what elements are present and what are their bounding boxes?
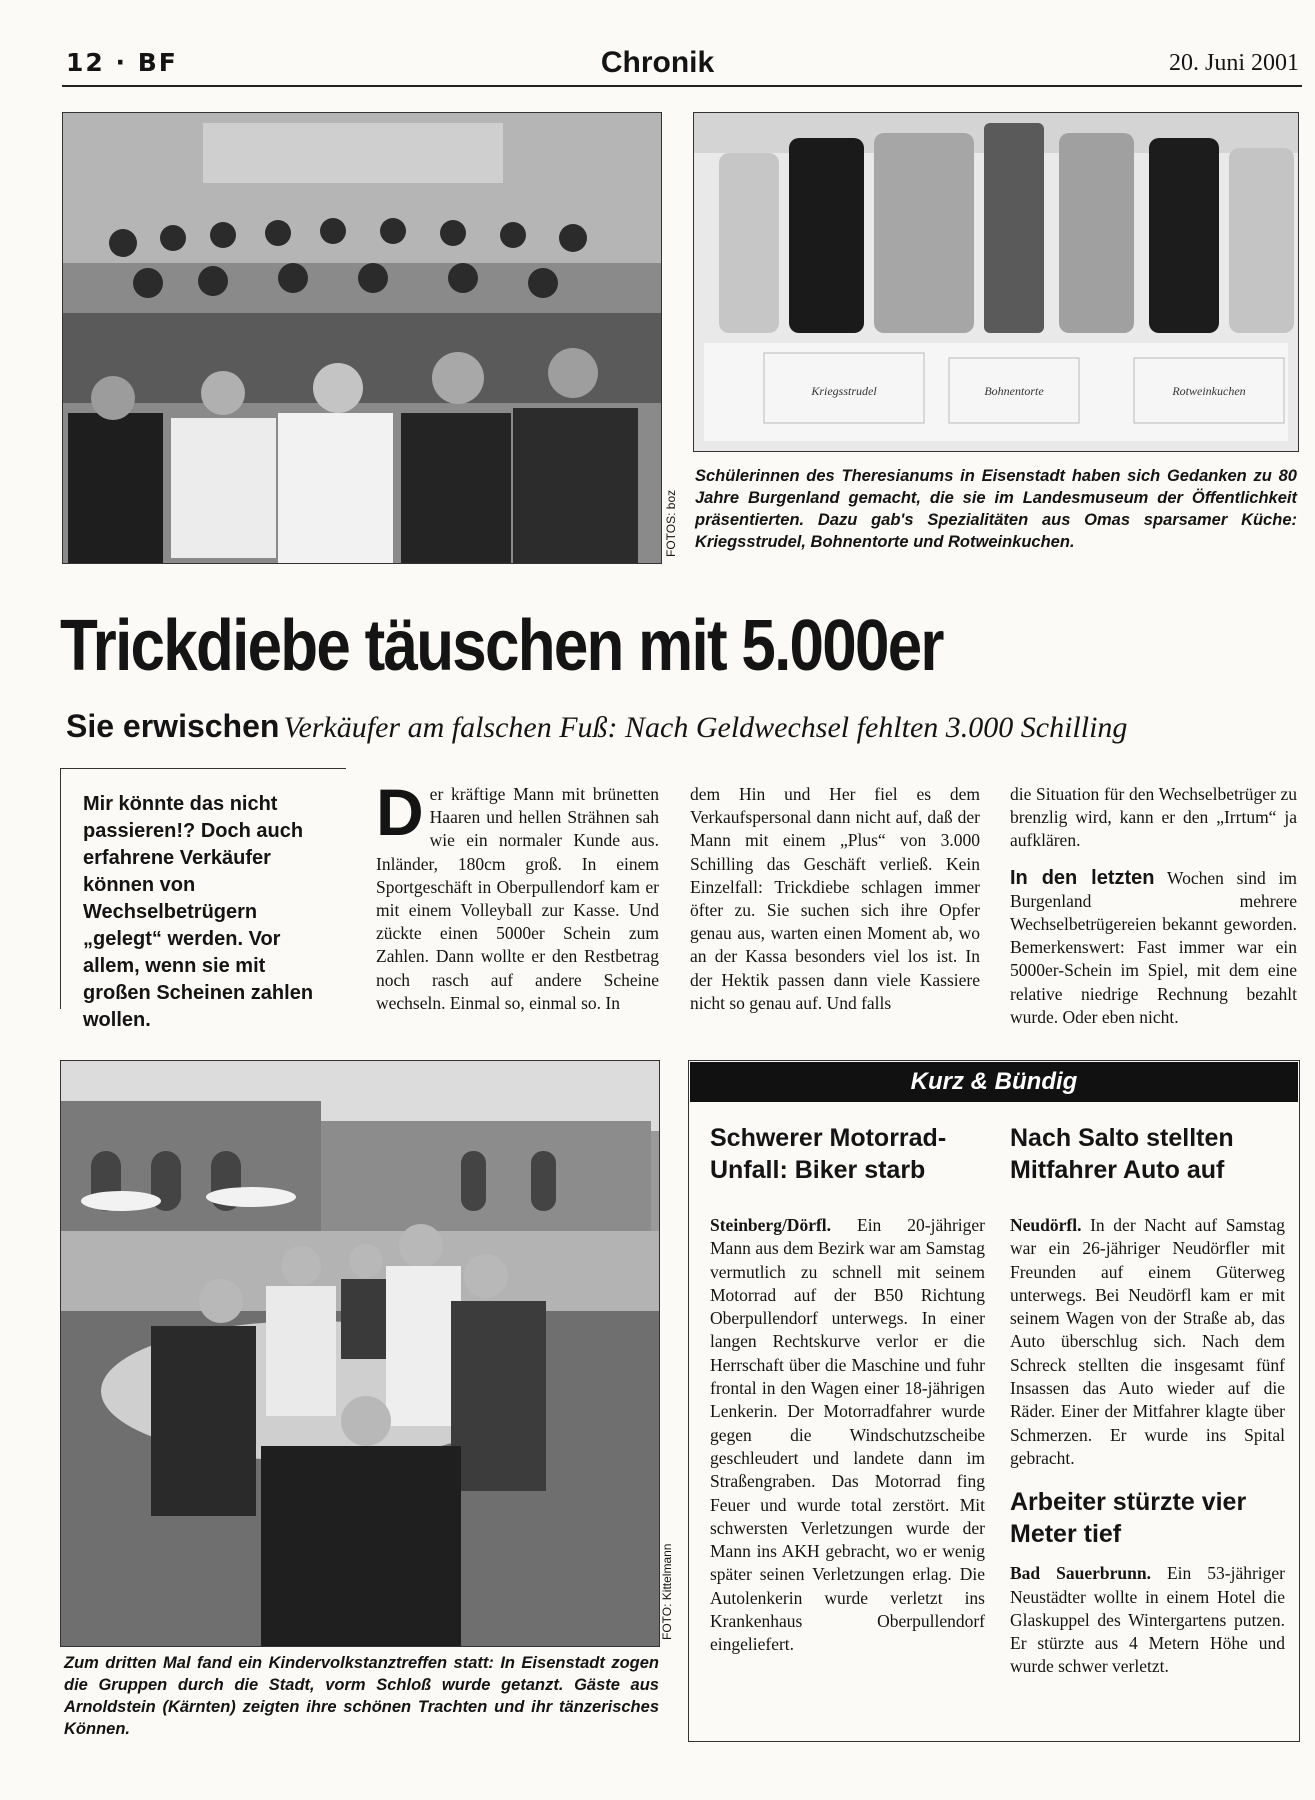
brief-salto-place: Neudörfl.: [1010, 1215, 1082, 1235]
photo-dignitaries: [62, 112, 662, 564]
article-col-3b: [1010, 867, 1297, 1029]
brief-motorrad-text: Ein 20-jähriger Mann aus dem Bezirk war am Samstag vermutlich zu schnell mit seinem Motorrad auf der B50 Richtung Oberpullendorf unterwegs. In einer langen Rechtskurve verlor er die Herrschaft über die Maschine und fuhr frontal in den Wagen einer 18-jährigen Lenkerin. Der Motorradfahrer wurde gegen die Windschutzscheibe geschleudert und landete dann im Straßengraben. Das Motorrad fing Feuer und wurde total zerstört. Mit schwersten Verletzungen wurde der Mann ins AKH gebracht, wo er wenig später seinen Verletzungen erlag. Die Autolenkerin wurde verletzt ins Krankenhaus Oberpullendorf eingeliefert.: [710, 1215, 986, 1655]
article-col-3a-text: die Situation für den Wechselbetrüger zu brenzlig wird, kann er den „Irrtum“ ja aufklären.: [1010, 784, 1297, 851]
brief-salto-body: [1010, 1214, 1285, 1470]
photo-credit-bottom: FOTO: Kittelmann: [660, 1543, 674, 1640]
brief-motorrad-title: Schwerer Motorrad-Unfall: Biker starb: [710, 1124, 947, 1184]
article-col-2: [690, 783, 980, 1015]
article-col-1-text: er kräftige Mann mit brünetten Haaren und hellen Strähnen sah wie ein normaler Kunde aus. Inländer, 180cm groß. In einem Sportgeschäft in Oberpullendorf kam er mit einem Volleyball zur Kasse. Und zückte einen 5000er Schein zum Zahlen. Dann wollte er den Restbetrag noch rasch auf andere Scheine wechseln. Einmal so, einmal so. In: [376, 784, 659, 1013]
article-col-2-text: dem Hin und Her fiel es dem Verkaufspersonal dann nicht auf, daß der Mann mit einem „Plus“ von 3.000 Schilling das Geschäft verließ. Kein Einzelfall: Trickdiebe schlagen immer öfter zu. Sie suchen sich ihre Opfer genau aus, warten einen Moment ab, wo an der Kassa besonders viel los ist. In der Hektik passen dann viele Kassiere nicht so genau auf. Und falls: [690, 784, 980, 1013]
article-col-1: [376, 775, 659, 1015]
subheadline-kicker: Sie erwischen: [66, 708, 280, 744]
dropcap: D: [376, 775, 424, 849]
brief-salto-text: In der Nacht auf Samstag war ein 26-jähriger Neudörfler mit Freunden auf einem Güterweg unterwegs. Bei Neudörfl kam er mit seinem Wagen von der Straße ab, das Auto überschlug sich. Nach dem Schreck stellten die insgesamt fünf Insassen das Auto wieder auf die Räder. Einer der Mitfahrer klagte über Schmerzen. Er wurde ins Spital gebracht.: [1010, 1215, 1285, 1468]
teaser-text: Mir könnte das nicht passieren!? Doch auch erfahrene Verkäufer können von Wechselbetrügern „gelegt“ werden. Vor allem, wenn sie mit großen Scheinen zahlen wollen.: [83, 793, 314, 1031]
subheadline-text: Verkäufer am falschen Fuß: Nach Geldwechsel fehlten 3.000 Schilling: [283, 711, 1128, 744]
caption-bottom: Zum dritten Mal fand ein Kindervolkstanztreffen statt: In Eisenstadt zogen die Gruppen durch die Stadt, vorm Schloß wurde getanzt. Gäste aus Arnoldstein (Kärnten) zeigten ihre schönen Trachten und ihr tänzerisches Können.: [64, 1654, 659, 1738]
article-col-3-lead: In den letzten: [1010, 866, 1155, 889]
brief-motorrad: [710, 1122, 985, 1657]
brief-motorrad-place: Steinberg/Dörfl.: [710, 1215, 832, 1235]
brief-salto-title: Nach Salto stellten Mitfahrer Auto auf: [1010, 1124, 1234, 1184]
headline: Trickdiebe täuschen mit 5.000er: [60, 606, 943, 686]
subheadline: [66, 708, 1127, 745]
label-kriegsstrudel: Kriegsstrudel: [811, 384, 877, 398]
photo-folk-dancers: [60, 1060, 660, 1647]
section-title: Chronik: [600, 46, 715, 79]
issue-date: 20. Juni 2001: [1168, 50, 1299, 76]
header-rule: [62, 85, 1302, 87]
brief-motorrad-body: [710, 1214, 985, 1657]
label-bohnentorte: Bohnentorte: [984, 384, 1044, 398]
brief-arbeiter-text: Ein 53-jähriger Neustädter wollte in einem Hotel die Glaskuppel des Wintergartens putzen. Er stürzte aus 4 Metern Höhe und wurde schwer verletzt.: [1010, 1563, 1286, 1677]
kurz-buendig-title: Kurz & Bündig: [690, 1062, 1298, 1102]
article-col-3: [1010, 783, 1297, 1029]
brief-arbeiter-body: [1010, 1562, 1285, 1678]
page-number: 12 · BF: [66, 48, 178, 77]
brief-arbeiter-place: Bad Sauerbrunn.: [1010, 1563, 1151, 1584]
caption-top: Schülerinnen des Theresianums in Eisenstadt haben sich Gedanken zu 80 Jahre Burgenland gemacht, die sie im Landesmuseum der Öffentlichkeit präsentierten. Dazu gab's Spezialitäten aus Omas sparsamer Küche: Kriegsstrudel, Bohnentorte und Rotweinkuchen.: [695, 467, 1297, 551]
brief-arbeiter-title: Arbeiter stürzte vier Meter tief: [1010, 1488, 1247, 1549]
teaser-box: [60, 768, 346, 1031]
article-col-3b-text: Wochen sind im Burgenland mehrere Wechselbetrügereien bekannt geworden. Bemerkenswert: Fast immer war ein 5000er-Schein im Spiel, mit dem eine relative niedrige Rechnung bezahlt wurde. Oder eben nicht.: [1010, 867, 1297, 1027]
label-rotweinkuchen: Rotweinkuchen: [1172, 384, 1246, 398]
brief-salto: [1010, 1122, 1285, 1679]
photo-credit-top: FOTOS: boz: [664, 489, 678, 557]
photo-cakes: [693, 112, 1299, 452]
